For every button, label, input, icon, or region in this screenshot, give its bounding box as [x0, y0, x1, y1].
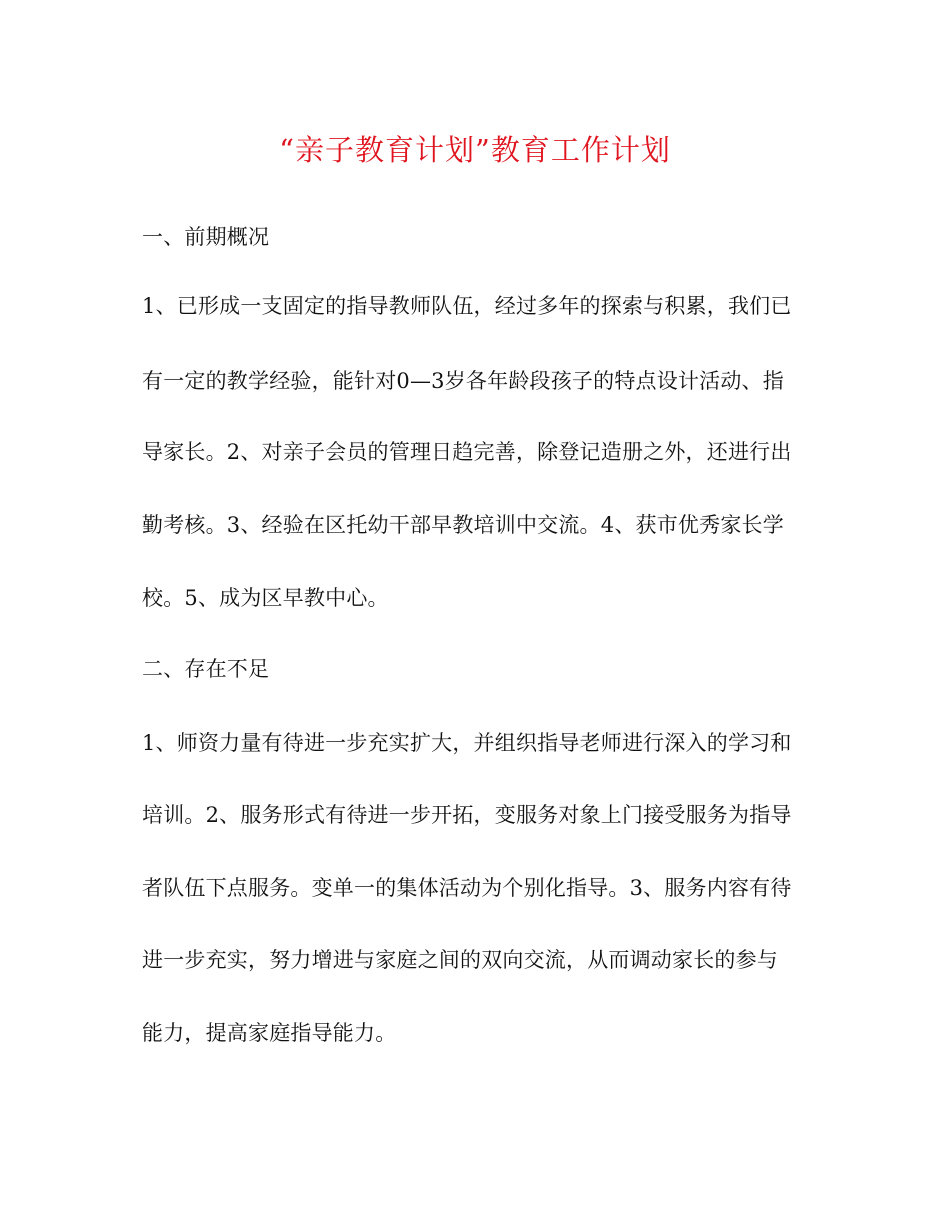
paragraph-line: 能力，提高家庭指导能力。 — [142, 1021, 397, 1045]
document-title: “亲子教育计划”教育工作计划 — [279, 133, 671, 167]
paragraph-line: 进一步充实，努力增进与家庭之间的双向交流，从而调动家长的参与 — [142, 948, 778, 972]
paragraph-line: 培训。2、服务形式有待进一步开拓，变服务对象上门接受服务为指导 — [142, 803, 792, 827]
section-heading-shortcomings: 二、存在不足 — [142, 657, 270, 681]
paragraph-line: 1、已形成一支固定的指导教师队伍，经过多年的探索与积累，我们已 — [142, 294, 792, 318]
section-heading-overview: 一、前期概况 — [142, 225, 270, 249]
paragraph-line: 勤考核。3、经验在区托幼干部早教培训中交流。4、获市优秀家长学 — [142, 513, 784, 537]
paragraph-line: 者队伍下点服务。变单一的集体活动为个别化指导。3、服务内容有待 — [142, 876, 792, 900]
paragraph-line: 有一定的教学经验，能针对0—3岁各年龄段孩子的特点设计活动、指 — [142, 369, 784, 393]
paragraph-line: 校。5、成为区早教中心。 — [142, 586, 389, 610]
paragraph-line: 1、师资力量有待进一步充实扩大，并组织指导老师进行深入的学习和 — [142, 731, 792, 755]
paragraph-line: 导家长。2、对亲子会员的管理日趋完善，除登记造册之外，还进行出 — [142, 440, 792, 464]
